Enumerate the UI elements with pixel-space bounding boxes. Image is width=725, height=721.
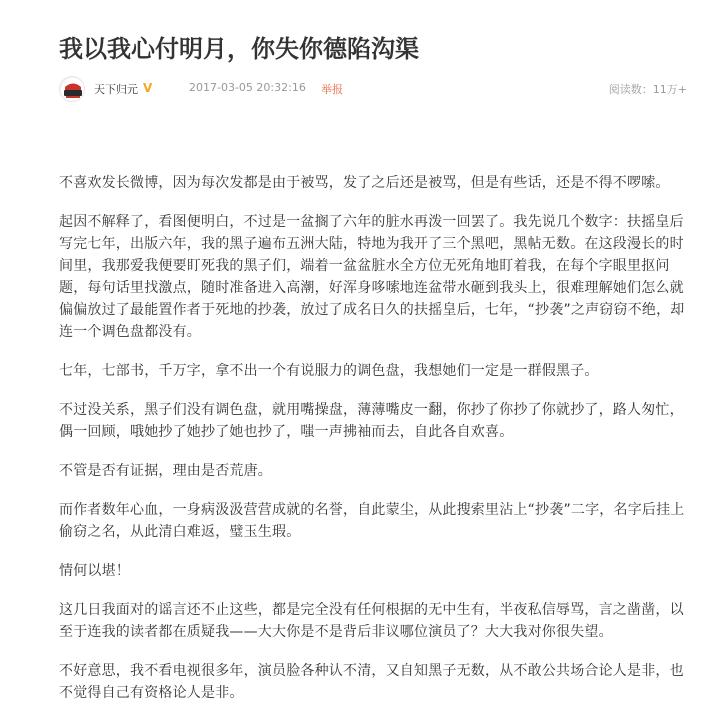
- article-paragraph: 不好意思，我不看电视很多年，演员脸各种认不清，又自知黑子无数，从不敢公共场合论人是非，也不觉得自己有资格论人是非。: [59, 663, 684, 701]
- verified-v-icon: V: [143, 81, 153, 95]
- article-title: 我以我心付明月，你失你德陷沟渠: [59, 35, 419, 63]
- read-count-value: 11万+: [652, 83, 687, 96]
- article-paragraph: 不管是否有证据，理由是否荒唐。: [59, 463, 272, 479]
- read-count-label: 阅读数：: [608, 83, 653, 96]
- author-name-link[interactable]: 天下归元: [94, 83, 138, 96]
- avatar-image-icon: [60, 77, 85, 102]
- article-paragraph: 而作者数年心血，一身病汲汲营营成就的名誉，自此蒙尘，从此搜索里沾上“抄袭”二字，名字后挂上偷窃之名，从此清白难返，璧玉生瑕。: [59, 502, 685, 540]
- publish-timestamp: 2017-03-05 20:32:16: [189, 81, 306, 94]
- article-paragraph: 不过没关系，黑子们没有调色盘，就用嘴操盘，薄薄嘴皮一翻，你抄了你抄了你就抄了，路人匆忙，偶一回顾，哦她抄了她抄了她也抄了，嗤一声拂袖而去，自此各自欢喜。: [59, 402, 684, 440]
- read-count: [609, 81, 687, 97]
- author-avatar[interactable]: [59, 76, 85, 102]
- report-link[interactable]: 举报: [321, 83, 343, 96]
- article-paragraph: 这几日我面对的谣言还不止这些，都是完全没有任何根据的无中生有，半夜私信辱骂，言之凿凿，以至于连我的读者都在质疑我——大大你是不是背后非议哪位演员了？大大我对你很失望。: [59, 602, 684, 640]
- article-paragraph: 起因不解释了，看图便明白，不过是一盆搁了六年的脏水再泼一回罢了。我先说几个数字：扶摇皇后写完七年，出版六年，我的黑子遍布五洲大陆，特地为我开了三个黑吧，黑帖无数。在这段漫长的时间里，我那爱我便要盯死我的黑子们，端着一盆盆脏水全方位无死角地盯着我，在每个字眼里抠问题，每句话里找激点，随时准备进入高潮，好浑身哆嗦地连盆带水砸到我头上，很难理解她们怎么就偏偏放过了最能置作者于死地的抄袭，放过了成名日久的扶摇皇后，七年，“抄袭”之声窃窃不绝，却连一个调色盘都没有。: [59, 214, 685, 340]
- article-paragraph: 不喜欢发长微博，因为每次发都是由于被骂，发了之后还是被骂，但是有些话，还是不得不啰嗦。: [59, 175, 670, 191]
- article-paragraph: 情何以堪！: [59, 563, 130, 579]
- article-body: [59, 172, 687, 721]
- article-paragraph: 七年，七部书，千万字，拿不出一个有说服力的调色盘，我想她们一定是一群假黑子。: [59, 363, 599, 379]
- article-meta-bar: [59, 76, 687, 102]
